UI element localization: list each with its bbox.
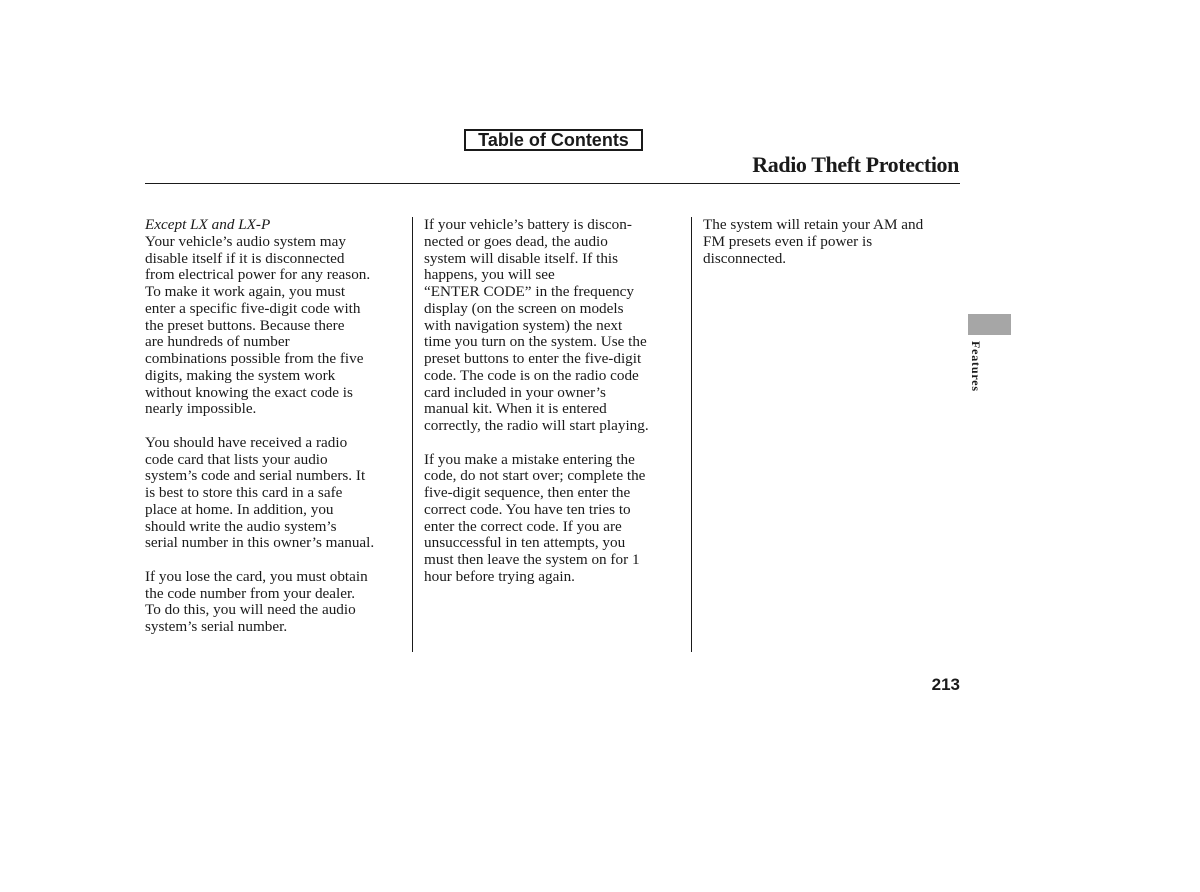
paragraph-mistake: If you make a mistake entering the code, do not start over; complete the five-digit sequence, then enter the correct code. You have ten tries to enter the correct code. If you are unsuccessful in ten attempts, you must then leave the system on for 1 hour before trying again. xyxy=(424,450,646,585)
section-label: Features xyxy=(969,341,983,392)
paragraph-enter-code: If your vehicle’s battery is discon- nected or goes dead, the audio system will disable itself. If this happens, you will see “ENTER CODE” in the frequency display (on the screen on models with navigation system) the next time you turn on the system. Use the preset buttons to enter the five-digit code. The code is on the radio code card included in your owner’s manual kit. When it is entered correctly, the radio will start playing. xyxy=(424,216,649,434)
text-column-2 xyxy=(424,217,686,602)
page-number: 213 xyxy=(931,675,960,694)
paragraph-audio-disable: Your vehicle’s audio system may disable itself if it is disconnected from electrical power for any reason. To make it work again, you must enter a specific five-digit code with the preset buttons. Because there are hundreds of number combinations possible from the five digits, making the system work without knowing the exact code is nearly impossible. xyxy=(145,232,371,418)
paragraph-lost-card: If you lose the card, you must obtain the code number from your dealer. To do this, you will need the audio system’s serial number. xyxy=(145,567,368,635)
text-column-1 xyxy=(145,217,407,653)
section-tab-marker xyxy=(968,314,1011,335)
paragraph-presets-retained: The system will retain your AM and FM presets even if power is disconnected. xyxy=(703,216,924,267)
header-divider xyxy=(145,183,960,184)
column-divider xyxy=(412,217,413,652)
paragraph-radio-code-card: You should have received a radio code card that lists your audio system’s code and serial numbers. It is best to store this card in a safe place at home. In addition, you should write the audio system’s serial number in this owner’s manual. xyxy=(145,433,375,552)
page-title: Radio Theft Protection xyxy=(752,152,959,177)
model-applicability-note: Except LX and LX-P xyxy=(145,216,271,233)
text-column-3 xyxy=(703,217,958,284)
column-divider xyxy=(691,217,692,652)
table-of-contents-button[interactable]: Table of Contents xyxy=(464,129,643,151)
